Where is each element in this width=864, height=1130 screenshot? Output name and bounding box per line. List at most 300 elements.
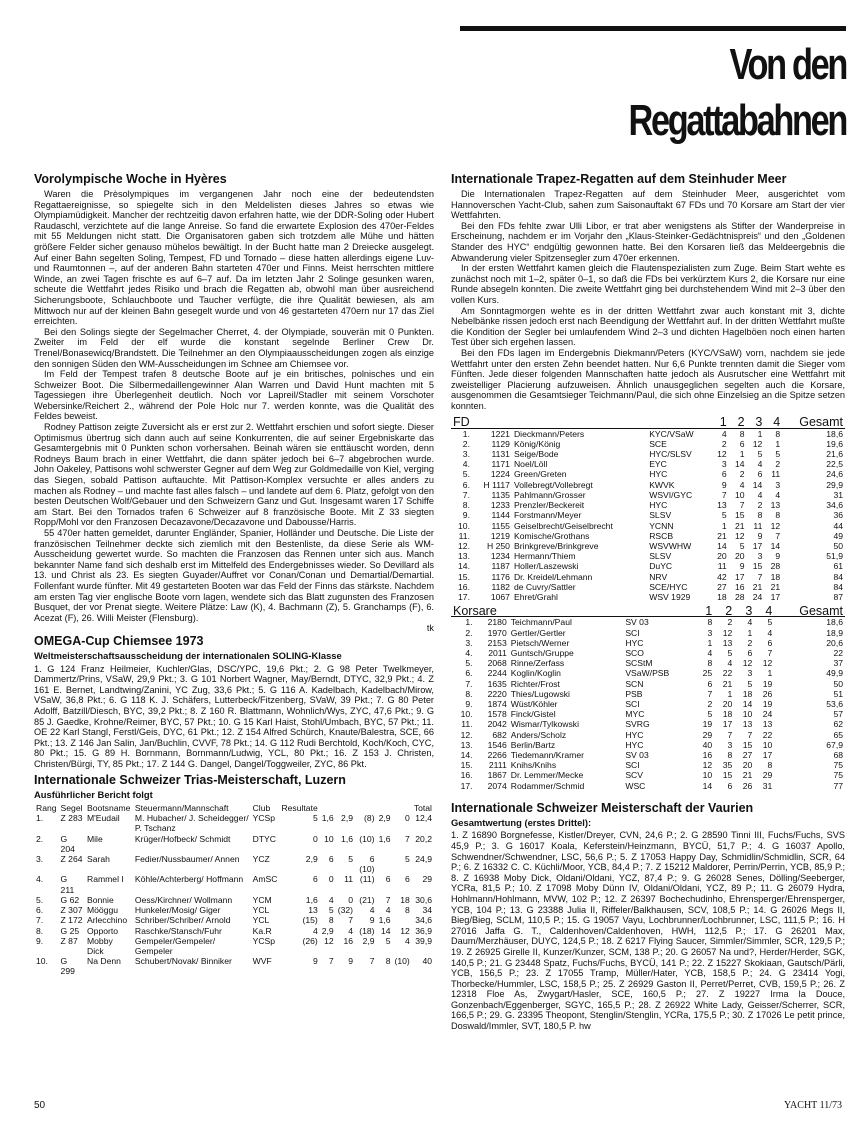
table-cell: 14. <box>460 749 473 760</box>
table-cell: 27 <box>717 581 727 592</box>
table-cell: MYC <box>625 709 645 720</box>
table-cell: 1219 <box>490 530 510 541</box>
table-cell: 9 <box>757 530 763 541</box>
table-cell: Forstmann/Meyer <box>513 510 582 521</box>
table-cell: 10. <box>458 520 470 531</box>
table-cell: 12 <box>762 658 773 669</box>
column-header: Total <box>413 803 432 814</box>
article-title-trias: Internationale Schweizer Trias-Meisterschaft, Luzern <box>34 773 346 788</box>
table-cell: Berlin/Bartz <box>510 739 556 750</box>
table-cell: 8. <box>462 500 470 511</box>
table-cell: 28 <box>734 591 745 602</box>
table-cell: 21 <box>770 581 781 592</box>
table-cell: 11. <box>458 530 470 541</box>
table-cell: 1546 <box>487 739 507 750</box>
paragraph: Die Internationalen Trapez-Regatten auf dem Steinhuder Meer, ausgerichtet vom Hannoverschen Yacht-Club, sahen zum Saisonauftakt 67 FDs und 70 Korsare am Start der vier Wettfahrten. <box>451 189 845 221</box>
table-cell: 1578 <box>487 709 507 720</box>
table-cell: YCL <box>252 915 270 926</box>
paragraph: Bei den Solings siegte der Segelmacher Cherret, 4. der Olympiade, souverän mit 0 Punkten. Zweiter im Feld der elf wurde die konstant segelnde Berliner Crew Dr. Trenel/Bonasewicq/Brandstett. Die Teilnehmer an den Olympiaausscheidungen zogen als einzige den sonnigen Süden den WM-Ausscheidungen im Schnee am Chiemsee vor. <box>34 326 434 369</box>
table-cell: Anders/Scholz <box>510 729 567 740</box>
table-cell: 2,9 <box>362 935 375 946</box>
table-cell: 2153 <box>487 637 507 648</box>
table-cell: 62 <box>833 719 843 730</box>
table-cell: 18,9 <box>826 627 843 638</box>
table-cell: 4 <box>328 894 334 905</box>
article-title-omega: OMEGA-Cup Chiemsee 1973 <box>34 633 204 648</box>
table-cell: YCL <box>252 905 270 916</box>
table-cell: 10 <box>734 489 745 500</box>
table-cell: 17. <box>458 591 470 602</box>
table-cell: 2 <box>747 637 753 648</box>
table-cell: 22 <box>722 668 733 679</box>
table-cell: 6 <box>727 780 733 791</box>
table-cell: 3. <box>36 854 44 865</box>
table-cell: 36 <box>833 510 843 521</box>
table-cell: 6 <box>739 438 745 449</box>
table-cell: 12 <box>742 658 753 669</box>
table-cell: (8) <box>364 813 375 824</box>
table-cell: 28 <box>770 561 781 572</box>
table-cell: 7 <box>775 530 781 541</box>
table-cell: 35 <box>722 760 733 771</box>
column-header: Rang <box>36 803 57 814</box>
table-cell: Z 87 <box>60 935 78 946</box>
article-subtitle: Weltmeisterschaftsausscheidung der internationalen SOLING-Klasse <box>34 649 342 661</box>
table-cell: H 250 <box>487 540 510 551</box>
table-cell: 19 <box>702 719 713 730</box>
table-cell: 7 <box>348 915 353 926</box>
table-cell: WSVI/GYC <box>649 489 693 500</box>
table-cell: 9. <box>36 935 44 946</box>
table-cell: Wüst/Köhler <box>510 698 558 709</box>
table-cell: 2,9 <box>341 813 353 824</box>
table-cell: KYC/VSaW <box>649 428 694 439</box>
column-header: Club <box>252 803 271 814</box>
table-cell: 4 <box>385 905 391 916</box>
table-cell: 3 <box>747 668 753 679</box>
table-row <box>34 936 434 956</box>
table-cell: 2011 <box>488 647 507 658</box>
table-cell: 1 <box>727 688 733 699</box>
table-cell: 37 <box>833 658 843 669</box>
table-cell: 22 <box>762 729 773 740</box>
table-cell: 21,6 <box>826 449 843 460</box>
table-cell: 8. <box>465 688 473 699</box>
table-cell: 26 <box>742 780 753 791</box>
table-row <box>34 854 434 874</box>
table-cell: 3. <box>462 449 470 460</box>
column-header: Segel <box>60 803 83 814</box>
table-cell: 57 <box>833 709 843 720</box>
table-cell: 1187 <box>491 561 510 572</box>
table-cell: 29,9 <box>826 479 843 490</box>
table-cell: 2266 <box>487 749 507 760</box>
table-cell: 5 <box>721 510 727 521</box>
table-title: FD <box>453 415 470 430</box>
table-cell: 2244 <box>487 668 507 679</box>
page-number: 50 <box>34 1100 46 1111</box>
table-cell: 1 <box>757 428 763 439</box>
table-cell: 25 <box>702 668 713 679</box>
table-cell: 7 <box>727 729 733 740</box>
table-cell: 1. <box>462 428 470 439</box>
table-cell: H 1117 <box>483 479 510 490</box>
table-cell: 12 <box>722 627 733 638</box>
table-cell: 24,9 <box>415 854 432 865</box>
table-cell: G 211 <box>60 874 75 895</box>
table-cell: 17. <box>460 780 473 791</box>
table-cell: RSCB <box>649 530 674 541</box>
table-row <box>451 551 845 561</box>
table-cell: SCE <box>649 438 667 449</box>
table-cell: 34 <box>422 905 432 916</box>
table-row <box>34 915 434 925</box>
table-cell: 1 <box>739 449 745 460</box>
table-row <box>34 956 434 976</box>
table-cell: 3 <box>707 627 713 638</box>
table-cell: Na Denn <box>86 956 121 967</box>
table-cell: 18,6 <box>826 428 843 439</box>
table-row <box>451 592 845 602</box>
table-cell: 12 <box>717 449 727 460</box>
table-row <box>34 813 434 833</box>
table-cell: 1 <box>767 668 773 679</box>
table-row <box>451 572 845 582</box>
table-row <box>451 658 845 668</box>
article-title-hyeres: Vorolympische Woche in Hyères <box>34 172 227 186</box>
table-cell: 12 <box>324 935 334 946</box>
table-cell: de Cuvry/Sattler <box>513 581 576 592</box>
table-cell: 13 <box>742 719 753 730</box>
table-cell: 4 <box>747 617 753 628</box>
table-cell: SCI <box>625 760 640 771</box>
table-cell: 2111 <box>488 760 507 771</box>
table-cell: 1234 <box>490 551 510 562</box>
column-header: 1 <box>719 415 727 430</box>
table-cell: YCNN <box>649 520 674 531</box>
table-cell: 14 <box>742 698 753 709</box>
table-cell: 6 <box>385 874 391 885</box>
table-cell: 18,6 <box>826 617 843 628</box>
table-cell: 6 (10) <box>359 854 375 875</box>
table-cell: 5. <box>465 658 473 669</box>
table-cell: SLSV <box>649 551 672 562</box>
paragraph: Im Feld der Tempest trafen 8 deutsche Boote auf je ein britisches, polnisches und ein Schweizer Boot. Die Silbermedaillengewinner Alan Warren und David Hunt machten mit 5 Tagessiegen ihre Überlegenheit deutlich. Noch vor Lapreil/Stadler mit seinem Vorschoter Webersinke/Reichert 2., während der Pole Holc nur 7. werden konnte, was die Qualität des Feldes beweist. <box>34 369 434 422</box>
table-cell: 1,6 <box>341 833 353 844</box>
table-cell: 2074 <box>487 780 507 791</box>
paragraph: Am Sonntagmorgen wehte es in der dritten Wettfahrt zwar auch konstant mit 3, dichte Nebelbänke rissen jedoch erst nach Beendigung der Wettfahrt auf. In der dritten Wettfahrt mußte die Kondition der Segler bei umlaufendem Wind 2–3 und dichten Hagelböen noch einen harten Test über sich ergehen lassen. <box>451 305 845 348</box>
table-cell: 13. <box>458 551 470 562</box>
table-cell: 2. <box>462 438 470 449</box>
table-cell: 8 <box>707 617 713 628</box>
table-cell: 2. <box>465 627 473 638</box>
table-cell: 12. <box>460 729 473 740</box>
column-header: 1 <box>705 604 713 619</box>
table-cell: Geiselbrecht/Geiselbrecht <box>513 520 613 531</box>
table-cell: 8 <box>707 658 713 669</box>
table-cell: SCO <box>625 647 644 658</box>
table-cell: 1171 <box>491 459 510 470</box>
table-cell: 14 <box>380 925 391 936</box>
table-cell: 6 <box>721 469 727 480</box>
table-cell: 18 <box>742 688 753 699</box>
table-cell: WSC <box>625 780 646 791</box>
table-cell: M'Eudail <box>86 813 120 824</box>
table-cell: 1 <box>721 520 727 531</box>
table-cell: 4 <box>312 925 318 936</box>
table-cell: Krüger/Hofbeck/ Schmidt <box>134 833 231 844</box>
table-cell: 10 <box>762 739 773 750</box>
article-title-trapez: Internationale Trapez-Regatten auf dem Steinhuder Meer <box>451 172 787 186</box>
table-cell: 2 <box>757 500 763 511</box>
table-cell: 1. <box>465 617 473 628</box>
table-cell: 6 <box>312 874 318 885</box>
table-cell: M. Hubacher/ J. Scheidegger/ P. Tschanz <box>134 813 249 834</box>
column-header: 4 <box>773 415 781 430</box>
table-cell: G 299 <box>60 956 75 977</box>
table-cell: 12. <box>458 540 470 551</box>
table-cell: 12,4 <box>415 813 432 824</box>
table-cell: 53,6 <box>826 698 843 709</box>
table-cell: Knihs/Knihs <box>510 760 557 771</box>
table-cell: 4. <box>36 874 44 885</box>
table-cell: 1131 <box>491 449 510 460</box>
column-header: 2 <box>737 415 745 430</box>
table-cell: 2,9 <box>378 813 391 824</box>
table-cell: 6. <box>462 479 470 490</box>
table-cell: 5 <box>312 813 318 824</box>
table-cell: Koglin/Koglin <box>510 668 561 679</box>
table-cell: G 25 <box>60 925 80 936</box>
table-row <box>451 730 845 740</box>
table-cell: 1,6 <box>321 813 334 824</box>
table-cell: 8 <box>405 905 410 916</box>
korsare-results-table <box>451 606 845 791</box>
table-cell: 1067 <box>490 591 510 602</box>
table-cell <box>377 854 393 874</box>
table-cell: 87 <box>833 591 843 602</box>
table-cell: 20 <box>734 551 745 562</box>
table-cell: 1635 <box>487 678 507 689</box>
table-cell: HYC <box>625 729 644 740</box>
table-cell: Z 307 <box>60 905 83 916</box>
table-cell: 44 <box>833 520 843 531</box>
table-row <box>451 689 845 699</box>
table-cell: 9 <box>721 479 727 490</box>
table-row <box>451 679 845 689</box>
table-cell: 31 <box>833 489 843 500</box>
table-row <box>451 561 845 571</box>
table-row <box>451 582 845 592</box>
paragraph: Bei den FDs lagen im Endergebnis Diekmann/Peters (KYC/VSaW) vorn, nachdem sie jede Wettfahrt unter den ersten Zehn beendet hatten. Nur 6,6 Punkte trennten damit die Sieger vom Fünften. Jede dieser folgenden Mannschaften hatte jedoch als Ausrutscher eine Wettfahrt mit zweistelliger Placierung aufzuweisen. Ähnlich unausgeglichen segelten auch die Korsare, ausgenommen die Gesamtsieger Teichmann/Paul, die sich ohne Einzelsieg an die Spitze setzen konnten. <box>451 347 845 411</box>
table-cell: Thies/Lugowski <box>510 688 570 699</box>
table-cell: 1221 <box>490 428 510 439</box>
table-cell: Fedier/Nussbaumer/ Annen <box>134 854 240 865</box>
table-row <box>451 648 845 658</box>
column-header: Resultate <box>281 803 318 814</box>
table-cell: YCZ <box>252 854 270 865</box>
table-cell: Dr. Kreidel/Lehmann <box>513 571 593 582</box>
table-cell: EYC <box>649 459 667 470</box>
table-cell: 20,6 <box>826 637 843 648</box>
table-cell: Teichmann/Paul <box>510 617 572 628</box>
table-row <box>451 699 845 709</box>
table-cell: 7 <box>747 729 753 740</box>
table-cell: 19 <box>762 698 773 709</box>
table-cell: 6 <box>707 678 713 689</box>
table-cell: 3 <box>727 739 733 750</box>
table-row <box>34 874 434 894</box>
table-cell: 39,9 <box>415 935 432 946</box>
column-header: 3 <box>745 604 753 619</box>
table-cell: SCI <box>625 698 640 709</box>
table-cell: (15) <box>302 915 318 926</box>
table-cell: 17 <box>722 719 733 730</box>
table-cell: SVRG <box>625 719 650 730</box>
column-header <box>355 803 377 813</box>
table-cell: 7 <box>707 688 713 699</box>
left-column <box>34 172 434 977</box>
column-header: Gesamt <box>799 415 843 430</box>
table-cell: 19,6 <box>826 438 843 449</box>
table-cell: 11 <box>717 561 727 572</box>
table-cell: 29 <box>762 770 773 781</box>
table-row <box>451 638 845 648</box>
table-cell: 2 <box>721 438 727 449</box>
table-cell: Green/Greten <box>513 469 567 480</box>
table-cell: 8 <box>727 749 733 760</box>
article-subtitle: Ausführlicher Bericht folgt <box>34 789 153 801</box>
table-cell: 13 <box>722 637 733 648</box>
table-cell: 21 <box>722 678 733 689</box>
table-cell: YCSp <box>252 813 276 824</box>
table-cell: 6 <box>328 854 334 865</box>
table-cell: Vollebregt/Vollebregt <box>513 479 593 490</box>
table-row <box>34 834 434 854</box>
table-cell: 34,6 <box>826 500 843 511</box>
table-cell: (11) <box>359 874 375 885</box>
table-cell: 17 <box>770 591 781 602</box>
table-cell: 40 <box>702 739 713 750</box>
table-row <box>451 449 845 459</box>
table-cell: 34,6 <box>415 915 432 926</box>
table-cell: 2,9 <box>321 925 334 936</box>
column-header <box>320 803 336 813</box>
table-cell: Prenzler/Beckereit <box>513 500 585 511</box>
table-cell: 18 <box>400 894 410 905</box>
table-cell: 18 <box>722 709 733 720</box>
table-cell: 30,6 <box>415 894 432 905</box>
table-cell: 2180 <box>487 617 507 628</box>
table-cell: Gempeler/Gempeler/ Gempeler <box>134 935 216 956</box>
table-cell: Z 172 <box>60 915 83 926</box>
table-cell: 1,6 <box>378 833 391 844</box>
table-cell: 16 <box>343 935 353 946</box>
table-cell: 11 <box>753 520 763 531</box>
table-cell: Mööggu <box>86 905 119 916</box>
table-row <box>451 500 845 510</box>
table-cell: Bonnie <box>86 894 114 905</box>
table-cell: 5 <box>405 854 410 865</box>
table-cell: Mile <box>86 833 103 844</box>
table-cell: Dr. Lemmer/Mecke <box>510 770 584 781</box>
trias-results-table <box>34 803 434 976</box>
table-cell: 11. <box>461 719 473 730</box>
table-cell: 7. <box>36 915 44 926</box>
table-cell: SV 03 <box>625 749 649 760</box>
table-cell: KWVK <box>649 479 675 490</box>
table-cell: Z 264 <box>60 854 83 865</box>
table-cell: 67,9 <box>826 739 843 750</box>
table-cell: 26 <box>762 688 773 699</box>
banner-title: Von den Regattabahnen <box>628 40 846 145</box>
table-cell: 12 <box>734 530 745 541</box>
table-cell: 4 <box>707 647 713 658</box>
column-header <box>393 803 412 813</box>
table-cell: 49,9 <box>826 668 843 679</box>
table-cell: Ehret/Grahl <box>513 591 558 602</box>
table-cell: (10) <box>394 956 410 967</box>
table-cell: 8 <box>775 428 781 439</box>
table-row <box>451 428 845 439</box>
table-cell: Richter/Frost <box>510 678 560 689</box>
table-cell: 4 <box>405 935 410 946</box>
table-cell: 4 <box>775 489 781 500</box>
table-cell: 5 <box>707 709 713 720</box>
table-cell: Brinkgreve/Brinkgreve <box>513 540 599 551</box>
table-cell: König/König <box>513 438 561 449</box>
table-cell: Hunkeler/Mosig/ Giger <box>134 905 221 916</box>
table-cell: (26) <box>302 935 318 946</box>
table-cell: 24,6 <box>826 469 843 480</box>
table-cell: 15. <box>458 571 470 582</box>
table-cell: 4 <box>739 479 745 490</box>
table-cell: 0 <box>312 833 318 844</box>
table-cell: Gertler/Gertler <box>510 627 566 638</box>
table-cell: 1224 <box>490 469 510 480</box>
table-row <box>34 905 434 915</box>
table-cell: 8 <box>767 760 773 771</box>
table-cell: 8 <box>757 510 763 521</box>
table-cell: Opporto <box>86 925 119 936</box>
table-cell: 9. <box>462 510 470 521</box>
table-cell: 22,5 <box>826 459 843 470</box>
table-cell: Wismar/Tylkowski <box>510 719 580 730</box>
table-cell: 21 <box>717 530 727 541</box>
column-header: Steuermann/Mannschaft <box>134 803 229 814</box>
table-cell: 21 <box>752 581 763 592</box>
table-cell: 5. <box>462 469 470 480</box>
table-cell: Komische/Grothans <box>513 530 590 541</box>
table-cell: 5 <box>348 854 353 865</box>
table-cell: 8. <box>36 925 44 936</box>
table-cell: 6 <box>405 874 410 885</box>
table-cell: 9 <box>312 956 318 967</box>
table-cell: WVF <box>252 956 272 967</box>
table-cell: 16. <box>460 770 473 781</box>
table-cell: Schriber/Schriber/ Arnold <box>134 915 231 926</box>
results-paragraph: 1. Z 16890 Borgnefesse, Kistler/Dreyer, CVN, 24,6 P.; 2. G 28590 Tinni III, Fuchs/Fuchs, SVS 45,9 P.; 3. G 16017 Koala, Keferstein/Heinzmann, BYCÜ, 51,7 P.; 4. G 16037 Apollo, Schwendner/Schwendner, LSC, 56,6 P.; 5. Z 17053 Happy Day, Schmidlin/Schmidlin, SCR, 64 P.; 6. Z 16332 C. C. Küchli/Moor, YCB, 84,4 P.; 7. Z 15212 Maldorer, Perrin/Perrin, YCB, 85,9 P.; 8. Z 16938 Moby Dick, Oldani/Oldani, YCZ, 87,4 P.; 9. G 26028 Senes, Dölling/Seeberger, YCRa, 81,5 P.; 10. Z 17098 Moby Dünn IV, Oldani/Oldani, YCZ, 89 P.; 11. G 26079 Hydra, Hohlmann/Hohlmann, MVW, 102 P.; 12. Z 26397 Bochechudinho, Ehrensperger/Ehrensperger, YCB, 104 P.; 13. G 23388 Julia II, Riffeler/Balkhausen, SCV, 108,5 P.; 14. G 26026 Megs II, Bieg/Bieg, SCLM, 110,5 P.; 15. G 19057 Vayu, Lochbrunner/Lochbrunner, LSC, 111,5 P.; 16. H 27016 Jaffa G. T., Caldenhoven/Caldenhoven, HWH, 112,5 P.; 17. G 26201 Max, Daum/Merzhäuser, DUYC, 124,5 P.; 18. Z 6217 Flying Saucer, Simmler/Simmler, SCR, 129,5 P.; 19. Z 26925 Girelle II, Kunzer/Kunzer, SCM, 138 P.; 20. G 26057 Na und?, Herder/Herder, SGK, 140,5 P.; 21. G 23448 Spatz, Fuchs/Fuchs, BYCÜ, 141 P.; 22. Z 15227 Skokiaan, Gautsch/Pärli, YCB, 156,5 P.; 23. Z 17055 Tramp, Müller/Hater, YCB, 158,5 P.; 24. G 23414 Yogi, Thorbecke/Hummler, LSC, 158,5 P.; 25. Z 26929 Gaston II, Perret/Perret, CVB, 159,5 P.; 26. Z 12318 Floe As, Zwygart/Hasler, SCE, 160,5 P.; 27. Z 19227 Irma la Douce, Gonzenbach/Eggenberger, SGYC, 165,5 P.; 28. Z 26922 White Lady, Geisser/Scherrer, SCR, 166,5 P.; 29. G. 23395 Theopont, Stenglin/Stenglin, YCRa, 175,5 P.; 30. Z 17026 Le petit prince, Doswald/Immler, SVT, 180,5 P. hw <box>451 830 845 1032</box>
table-cell: 29 <box>422 874 432 885</box>
table-cell: 2 <box>775 459 781 470</box>
table-cell: Rinne/Zerfass <box>510 658 565 669</box>
table-cell: 4 <box>348 925 353 936</box>
table-cell: 4. <box>462 459 470 470</box>
table-cell: 5 <box>727 647 733 658</box>
table-cell: (21) <box>359 894 375 905</box>
table-cell: 12 <box>770 520 781 531</box>
table-cell: YCM <box>252 894 272 905</box>
